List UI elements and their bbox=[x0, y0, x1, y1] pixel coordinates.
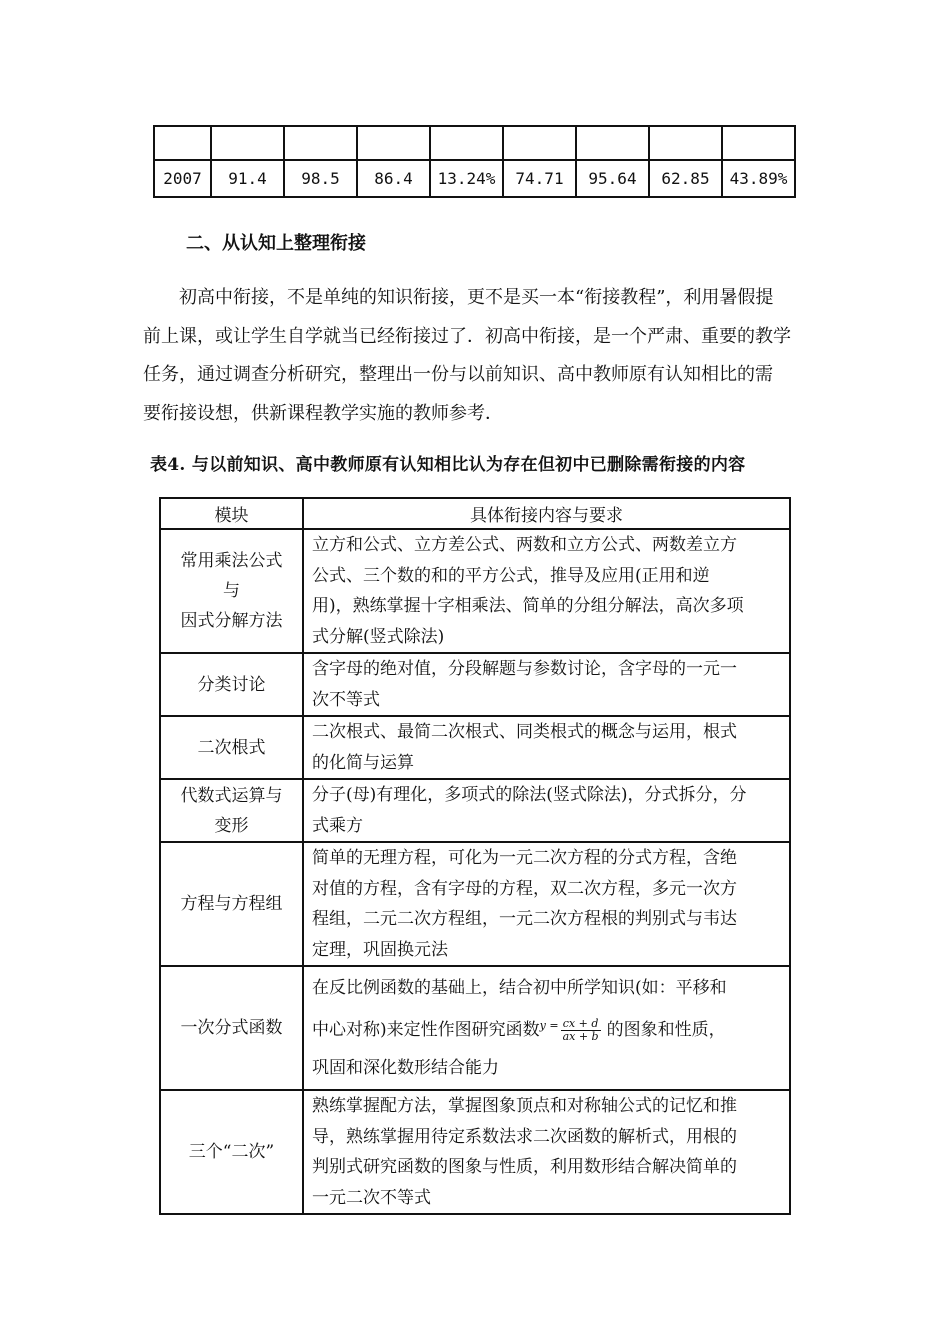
content-cell bbox=[303, 716, 790, 779]
table-row bbox=[160, 653, 790, 716]
table-cell: 91.4 bbox=[211, 160, 284, 197]
module-label: 变形 bbox=[214, 815, 249, 836]
content-line: 的化简与运算 bbox=[312, 752, 414, 773]
content-line: 熟练掌握配方法，掌握图象顶点和对称轴公式的记忆和推 bbox=[312, 1096, 737, 1116]
table-row bbox=[160, 716, 790, 779]
module-label: 因式分解方法 bbox=[180, 611, 283, 631]
table-row bbox=[154, 160, 795, 197]
module-cell bbox=[160, 779, 303, 842]
table-caption: 表4. 与以前知识、高中教师原有认知相比认为存在但初中已删除需衔接的内容 bbox=[150, 455, 746, 475]
content-line: 公式、三个数的和的平方公式，推导及应用(正用和逆 bbox=[312, 565, 710, 586]
paragraph-line: 前上课，或让学生自学就当已经衔接过了．初高中衔接，是一个严肃、重要的教学 bbox=[143, 325, 791, 347]
table-row bbox=[160, 842, 790, 966]
module-label: 代数式运算与 bbox=[180, 785, 283, 806]
table-header-row bbox=[160, 498, 790, 529]
module-label: 二次根式 bbox=[197, 737, 266, 758]
content-line: 含字母的绝对值，分段解题与参数讨论，含字母的一元一 bbox=[312, 659, 737, 679]
module-label: 常用乘法公式 bbox=[180, 551, 283, 571]
table-cell: 86.4 bbox=[357, 160, 430, 197]
table-row bbox=[160, 779, 790, 842]
content-line: 次不等式 bbox=[312, 689, 380, 710]
table-cell: 74.71 bbox=[503, 160, 576, 197]
content-line: 在反比例函数的基础上，结合初中所学知识(如：平移和 bbox=[312, 978, 727, 998]
table-cell: 62.85 bbox=[649, 160, 722, 197]
content-line: 导，熟练掌握用待定系数法求二次函数的解析式，用根的 bbox=[312, 1126, 737, 1147]
table-cell bbox=[357, 126, 430, 160]
content-line: 对值的方程，含有字母的方程，双二次方程，多元一次方 bbox=[312, 878, 737, 899]
module-label: 与 bbox=[223, 581, 240, 601]
formula-numerator: cx + d bbox=[561, 1018, 601, 1031]
table-cell: 13.24% bbox=[430, 160, 503, 197]
table-cell bbox=[284, 126, 357, 160]
formula-trail-text: 的图象和性质， bbox=[606, 1020, 726, 1040]
table-cell bbox=[430, 126, 503, 160]
paragraph-line: 要衔接设想，供新课程教学实施的教师参考． bbox=[143, 402, 503, 424]
table-row-blank bbox=[154, 126, 795, 160]
module-cell bbox=[160, 1090, 303, 1214]
content-cell bbox=[303, 529, 790, 653]
content-line: 判别式研究函数的图象与性质，利用数形结合解决简单的 bbox=[312, 1157, 737, 1177]
paragraph-line: 初高中衔接，不是单纯的知识衔接，更不是买一本“衔接教程”，利用暑假提 bbox=[179, 287, 774, 308]
content-line: 简单的无理方程，可化为一元二次方程的分式方程，含绝 bbox=[312, 848, 737, 868]
table-cell: 98.5 bbox=[284, 160, 357, 197]
content-line-formula bbox=[312, 1004, 783, 1052]
table-row bbox=[160, 529, 790, 653]
module-label: 一次分式函数 bbox=[180, 1018, 283, 1038]
function-formula bbox=[561, 1018, 601, 1043]
score-table bbox=[153, 125, 796, 198]
content-line: 用)，熟练掌握十字相乘法、简单的分组分解法，高次多项 bbox=[312, 596, 744, 616]
content-line: 式乘方 bbox=[312, 815, 363, 836]
section-heading: 二、从认知上整理衔接 bbox=[186, 233, 366, 254]
content-table bbox=[159, 497, 791, 1215]
module-label: 分类讨论 bbox=[197, 674, 266, 695]
module-cell bbox=[160, 653, 303, 716]
content-cell bbox=[303, 1090, 790, 1214]
header-module: 模块 bbox=[160, 498, 303, 529]
formula-lead-text: 中心对称)来定性作图研究函数 bbox=[312, 1020, 540, 1040]
table-cell bbox=[211, 126, 284, 160]
table-cell bbox=[154, 126, 211, 160]
content-cell bbox=[303, 842, 790, 966]
table-cell: 43.89% bbox=[722, 160, 795, 197]
table-row bbox=[160, 966, 790, 1090]
table-cell bbox=[722, 126, 795, 160]
module-cell bbox=[160, 529, 303, 653]
formula-lhs: y = bbox=[539, 1019, 559, 1032]
content-line: 立方和公式、立方差公式、两数和立方公式、两数差立方 bbox=[312, 535, 737, 555]
content-line: 式分解(竖式除法) bbox=[312, 626, 445, 647]
table-cell bbox=[503, 126, 576, 160]
content-line: 定理，巩固换元法 bbox=[312, 939, 448, 960]
module-label: 方程与方程组 bbox=[180, 894, 283, 914]
body-paragraph bbox=[143, 279, 811, 433]
content-cell bbox=[303, 966, 790, 1090]
module-label: 三个“二次” bbox=[188, 1142, 275, 1162]
content-line: 巩固和深化数形结合能力 bbox=[312, 1058, 499, 1078]
content-cell bbox=[303, 779, 790, 842]
content-cell bbox=[303, 653, 790, 716]
table-cell bbox=[649, 126, 722, 160]
table-cell-year: 2007 bbox=[154, 160, 211, 197]
module-cell bbox=[160, 966, 303, 1090]
content-line: 一元二次不等式 bbox=[312, 1187, 431, 1208]
formula-denominator: ax + b bbox=[562, 1030, 599, 1043]
paragraph-line: 任务，通过调查分析研究，整理出一份与以前知识、高中教师原有认知相比的需 bbox=[143, 364, 773, 385]
content-line: 程组，二元二次方程组，一元二次方程根的判别式与韦达 bbox=[312, 909, 737, 929]
table-row bbox=[160, 1090, 790, 1214]
module-cell bbox=[160, 842, 303, 966]
table-cell bbox=[576, 126, 649, 160]
table-cell: 95.64 bbox=[576, 160, 649, 197]
content-line: 二次根式、最简二次根式、同类根式的概念与运用，根式 bbox=[312, 722, 737, 742]
content-line: 分子(母)有理化，多项式的除法(竖式除法)，分式拆分，分 bbox=[312, 785, 747, 805]
header-content: 具体衔接内容与要求 bbox=[303, 498, 790, 529]
module-cell bbox=[160, 716, 303, 779]
